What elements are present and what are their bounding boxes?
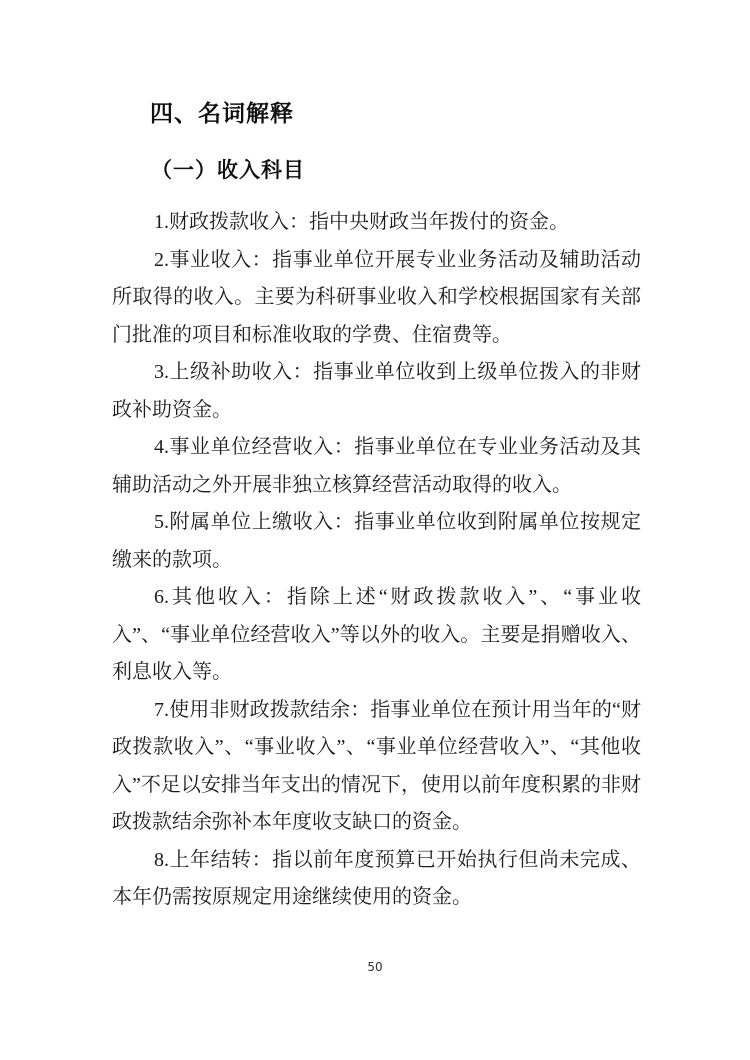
page-number: 50 (367, 960, 383, 974)
section-heading: 四、名词解释 (150, 101, 294, 127)
subsection-heading: （一）收入科目 (151, 158, 305, 182)
document-content (112, 99, 641, 917)
paragraph-income-4: 4.事业单位经营收入：指事业单位在专业业务活动及其辅助活动之外开展非独立核算经营活动取得的收入。 (112, 436, 641, 496)
paragraph-income-5: 5.附属单位上缴收入：指事业单位收到附属单位按规定缴来的款项。 (112, 511, 641, 571)
paragraph-income-1: 1.财政拨款收入：指中央财政当年拨付的资金。 (154, 211, 569, 233)
paragraph-income-8: 8.上年结转：指以前年度预算已开始执行但尚未完成、本年仍需按原规定用途继续使用的资金。 (112, 848, 641, 908)
paragraph-income-2: 2.事业收入：指事业单位开展专业业务活动及辅助活动所取得的收入。主要为科研事业收入和学校根据国家有关部门批准的项目和标准收取的学费、住宿费等。 (112, 248, 641, 346)
paragraph-income-7: 7.使用非财政拨款结余：指事业单位在预计用当年的“财政拨款收入”、“事业收入”、“事业单位经营收入”、“其他收入”不足以安排当年支出的情况下，使用以前年度积累的非财政拨款结余弥补本年度收支缺口的资金。 (112, 698, 641, 833)
paragraph-income-6: 6.其他收入：指除上述“财政拨款收入”、“事业收入”、“事业单位经营收入”等以外的收入。主要是捐赠收入、利息收入等。 (112, 586, 641, 683)
paragraph-income-3: 3.上级补助收入：指事业单位收到上级单位拨入的非财政补助资金。 (112, 361, 641, 421)
